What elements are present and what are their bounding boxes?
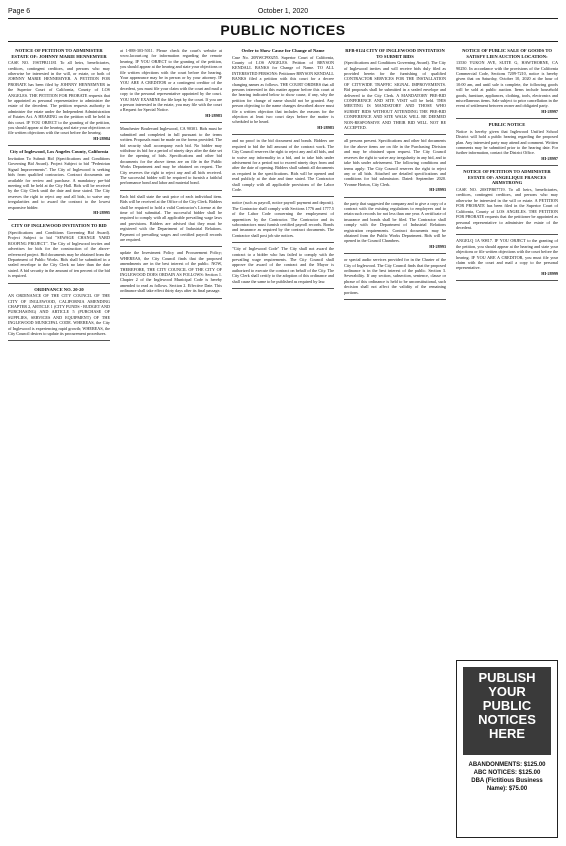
notice-body: "City of Inglewood Code" The City shall not award the contract to a bidder who has failed to comply with the prevailing wage requirements. The City Council shall approve the award of the contract and the Mayor is authorized to execute the contract on behalf of the City. The City Clerk shall certify to the adoption of this ordinance and shall cause the same to be published as required by law. bbox=[232, 246, 334, 284]
notice-body: all persons present. Specifications and other bid documents for the above items are on file in the Purchasing Division and may be obtained upon request. The City Council reserves the right to waive any irregularity in any bid, and to take bids under advisement. The following conditions and terms apply: The City Council reserves the right to reject any or all bids. Attached are detailed specifications and conditions for bid submission. Dated: September 2020. Yvonne Horton, City Clerk. bbox=[344, 138, 446, 187]
ad-rate-abandonments: ABANDONMENTS: $125.00 bbox=[468, 762, 546, 768]
legal-notice bbox=[344, 257, 446, 295]
legal-notice bbox=[344, 201, 446, 250]
notice-divider bbox=[232, 134, 334, 135]
notice-divider bbox=[8, 340, 110, 341]
notice-body: or special audio services provided for in the Charter of the City of Inglewood. The City Council finds that the proposed ordinance is in the best interest of the public. Section 3. Severability. If any section, subsection, sentence, clause or phrase of this ordinance is held to be unconstitutional, such decision shall not affect the validity of the remaining portions. bbox=[344, 257, 446, 295]
notice-divider bbox=[456, 234, 558, 235]
notice-heading: Order to Show Cause for Change of Name bbox=[241, 48, 325, 53]
legal-notice bbox=[8, 149, 110, 215]
legal-notice bbox=[8, 223, 110, 278]
notice-heading: NOTICE OF PUBLIC SALE OF GOODS TO SATISFY LIEN AUCTION LOCATION: bbox=[462, 48, 552, 59]
notice-body: AN ORDINANCE OF THE CITY COUNCIL OF THE CITY OF INGLEWOOD, CALIFORNIA AMENDING CHAPTER 2, ARTICLE 1 (CITY FUNDS - BUDGET AND PURCHASING) AND ARTICLE 5 (PURCHASE OF SUPPLIES, SERVICES AND EQUIPMENT) OF THE INGLEWOOD MUNICIPAL CODE. WHEREAS, the City of Inglewood is experiencing rapid growth; WHEREAS, the City Council desires to update its procurement procedures. bbox=[8, 293, 110, 337]
legal-notice bbox=[344, 138, 446, 192]
legal-notice bbox=[456, 169, 558, 230]
page-header bbox=[8, 6, 558, 18]
notice-body: at 1-888-303-5011. Please check the court's website at www.lacourt.org for information regarding the remote hearing. IF YOU OBJECT to the granting of the petition, you should appear at the hearing and state your objections or file written objections with the court before the hearing. Your appearance may be in person or by your attorney. IF YOU ARE A CREDITOR or a contingent creditor of the decedent, you must file your claim with the court and mail a copy to the personal representative appointed by the court. YOU MAY EXAMINE the file kept by the court. If you are a person interested in the estate, you may file with the court a Request for Special Notice. bbox=[120, 48, 222, 113]
notice-divider bbox=[120, 246, 222, 247]
legal-notice bbox=[456, 122, 558, 161]
legal-notice bbox=[8, 48, 110, 141]
notice-divider bbox=[8, 283, 110, 284]
notice-id: HI-28984 bbox=[93, 135, 110, 141]
legal-notice bbox=[120, 250, 222, 293]
issue-date: October 1, 2020 bbox=[257, 8, 309, 15]
legal-notice bbox=[232, 48, 334, 130]
notice-id: HI-28983 bbox=[317, 124, 334, 130]
notice-body: Case No. 20NWCP00255. Superior Court of California, County of LOS ANGELES. Petition of BRYSON KENDALL BANKS for Change of Name. TO ALL INTERESTED PERSONS: Petitioner BRYSON KENDALL BANKS filed a petition with this court for a decree changing names as follows. THE COURT ORDERS that all persons interested in this matter appear before this court at the hearing indicated below to show cause, if any, why the petition for change of name should not be granted. Any person objecting to the name changes described above must file a written objection that includes the reasons for the objection at least two court days before the matter is scheduled to be heard. bbox=[232, 54, 334, 125]
notice-body: update the Investment Policy and Procurement Policy; WHEREAS, the City Council finds that the proposed amendments are in the best interest of the public. NOW, THEREFORE, THE CITY COUNCIL OF THE CITY OF INGLEWOOD DOES ORDAIN AS FOLLOWS: Section 1. Chapter 2 of the Inglewood Municipal Code is hereby amended to read as follows. Section 2. Effective Date. This ordinance shall take effect thirty days after its final passage. bbox=[120, 250, 222, 294]
notice-heading: NOTICE OF PETITION TO ADMINISTER ESTATE OF: ANGELIQUE FRANCES ARMSTRONG bbox=[463, 169, 551, 186]
ad-headline: PUBLISH YOUR PUBLIC NOTICES HERE bbox=[463, 667, 551, 755]
notice-body: CASE NO. 19STPB11181 To all heirs, beneficiaries, creditors, contingent creditors, and persons who may otherwise be interested in the will, or estate, or both of JOHNNY MARIE HENNEMYER. A PETITION FOR PROBATE has been filed by JOHNNY HENNEMYER in the Superior Court of California, County of LOS ANGELES. THE PETITION FOR PROBATE requests that be appointed as personal representative to administer the estate of the decedent. The petition requests authority to administer the estate under the Independent Administration of Estates Act. A HEARING on the petition will be held in this court. IF YOU OBJECT to the granting of the petition, you should appear at the hearing and state your objections or file written objections with the court before the hearing. bbox=[8, 60, 110, 136]
notice-divider bbox=[232, 242, 334, 243]
notice-body: Manchester Boulevard Inglewood, CA 90301. Bids must be submitted and completed in full pursuant to the terms written. Proposals must be made on the forms provided. The bid security shall accompany each bid. No bidder may withdraw its bid for a period of ninety days after the date set for the opening of bids. Specifications and other bid documents for the above items are on file in the Public Works Department and may be obtained on request. The City reserves the right to reject any and all bids received. The successful bidder will be required to furnish a faithful performance bond and labor and material bond. bbox=[120, 126, 222, 186]
notice-divider bbox=[8, 145, 110, 146]
legal-notice bbox=[232, 200, 334, 238]
notice-body: Invitation To Submit Bid (Specifications and Conditions Governing Bid Award). Project Subject to bid "Pedestrian Signal Improvements". The City of Inglewood is seeking bids from qualified contractors. Contract documents are available for review and purchase. A mandatory pre-bid meeting will be held at the City Hall. Bids will be received by the City Clerk until the date and time stated. The City reserves the right to reject any and all bids, to waive any irregularities and to award the contract to the lowest responsive bidder. bbox=[8, 155, 110, 210]
notice-divider bbox=[344, 253, 446, 254]
legal-notice bbox=[120, 194, 222, 243]
legal-notice bbox=[344, 48, 446, 130]
notice-divider bbox=[232, 196, 334, 197]
notice-id: HI-28997 bbox=[541, 108, 558, 114]
page-number: Page 6 bbox=[8, 8, 31, 15]
ad-rate-abc: ABC NOTICES: $125.00 bbox=[473, 770, 541, 776]
notice-divider bbox=[456, 165, 558, 166]
legal-notice bbox=[456, 48, 558, 114]
ad-rates bbox=[461, 761, 553, 793]
notice-divider bbox=[456, 118, 558, 119]
notice-heading: ORDINANCE NO. 20-20 bbox=[34, 286, 84, 292]
notice-divider bbox=[344, 197, 446, 198]
notice-divider bbox=[120, 122, 222, 123]
notice-id: HI-28997 bbox=[541, 155, 558, 161]
notice-body: CASE NO. 20STPB07719. To all heirs, beneficiaries, creditors, contingent creditors, and persons who may otherwise be interested in the will or estate. A PETITION FOR PROBATE has been filed in the Superior Court of California, County of LOS ANGELES. THE PETITION FOR PROBATE requests that the petitioner be appointed as personal representative to administer the estate of the decedent. bbox=[456, 187, 558, 230]
column-1 bbox=[8, 48, 110, 840]
advertisement-box bbox=[456, 660, 558, 838]
notice-divider bbox=[456, 280, 558, 281]
legal-notice bbox=[232, 138, 334, 192]
notice-heading: City of Inglewood, Los Angeles County, California bbox=[9, 149, 109, 155]
notice-body: ANGELQ 1A 90817. IF YOU OBJECT to the granting of the petition, you should appear at the hearing and state your objections or file written objections with the court before the hearing. IF YOU ARE A CREDITOR, you must file your claim with the court and mail a copy to the personal representative. bbox=[456, 238, 558, 271]
notice-body: notice (such as payroll, notice payroll payment and deposit). The Contractor shall comply with Sections 1776 and 1777.5 of the Labor Code concerning the employment of apprentices by the Contractor. The Contractor and its subcontractors must furnish certified payroll records. Bonds and insurance as required by the contract documents. The Contractor shall post job site notices. bbox=[232, 200, 334, 238]
notice-body: (Specifications and Conditions Governing Award). The City of Inglewood invites and will receive bids duly filed as provided herein for the furnishing of qualified CONTRACTOR SERVICES FOR THE INSTALLATION OF CITYWIDE TRAFFIC SIGNAL IMPROVEMENTS. Bid proposals shall be submitted in a sealed envelope and delivered to the City Clerk. A MANDATORY PRE-BID CONFERENCE AND SITE VISIT will be held. THIS MEETING IS MANDATORY AND THOSE WHO SUBMIT BIDS WITHOUT ATTENDING THE PRE-BID CONFERENCE AND SITE WALK WILL BE DEEMED NON-RESPONSIVE AND THEIR BID WILL NOT BE ACCEPTED. bbox=[344, 60, 446, 131]
column-3 bbox=[232, 48, 334, 840]
notice-body: the party that suggested the company and to give a copy of a contract with the existing regulations to employees and to retain such records for not less than one year. A certificate of insurance and bonds shall be filed. The Contractor shall comply with the Department of Industrial Relations registration requirements. Contract documents may be obtained from the Public Works Department. Bids will be opened in the Council Chambers. bbox=[344, 200, 446, 244]
notice-body: Notice is hereby given that Inglewood Unified School District will hold a public hearing regarding the proposed plan. Any interested party may attend and comment. Written comments may be submitted prior to the hearing date. For further information, contact the District Office. bbox=[456, 128, 558, 156]
notice-body: Each bid shall state the unit price of each individual item. Bids will be received at the Office of the City Clerk. Bidders shall be required to hold a valid Contractor's License at the time of bid submittal. The successful bidder shall be required to comply with all applicable prevailing wage laws and provisions. Bidders are advised that they must be registered with the Department of Industrial Relations. Payment of prevailing wages and certified payroll records are required. bbox=[120, 193, 222, 242]
notice-heading: NOTICE OF PETITION TO ADMINISTER ESTATE OF: JOHNNY MARIE HENNEMYER bbox=[11, 48, 107, 59]
notice-id: HI-28999 bbox=[541, 270, 558, 276]
notice-body: (Specifications and Conditions Governing Bid Award). Project Subject to bid "SEWAGE CHANGE YARD ROOFING PROJECT". The City of Inglewood invites and advertises for bids for the construction of the above-referenced project. Bid documents may be obtained from the Department of Public Works. Bids shall be submitted in a sealed envelope to the City Clerk no later than the date stated. A bid security in the amount of ten percent of the bid is required. bbox=[8, 229, 110, 279]
notice-divider bbox=[120, 190, 222, 191]
notice-id: HI-28983 bbox=[205, 112, 222, 118]
notice-divider bbox=[120, 298, 222, 299]
legal-notice bbox=[120, 126, 222, 185]
section-title: PUBLIC NOTICES bbox=[8, 18, 558, 42]
legal-notice bbox=[456, 238, 558, 276]
notice-id: HI-28993 bbox=[429, 187, 446, 193]
notice-body: 13530 YUKON AVE, SUITE G, HAWTHORNE, CA 90250. In accordance with the provisions of the California Commercial Code, Sections 7209-7210, notice is hereby given that on Saturday, October 10, 2020 at the hour of 10:00 am, and until sale is complete, the following goods will be sold at public auction. Items include household goods, furniture, appliances, clothing, tools, electronics and miscellaneous items. Sale subject to prior cancellation in the event of settlement between owner and obligated party. bbox=[456, 60, 558, 109]
column-2 bbox=[120, 48, 222, 840]
ad-rate-dba: DBA (Fictitious Business Name): $75.00 bbox=[471, 778, 543, 792]
notice-divider bbox=[232, 288, 334, 289]
notice-heading: RFB-0124 CITY OF INGLEWOOD INVITATION TO SUBMIT BIDS bbox=[345, 48, 445, 59]
notice-heading: CITY OF INGLEWOOD INVITATION TO BID bbox=[11, 223, 107, 229]
notice-heading: PUBLIC NOTICE bbox=[488, 122, 526, 128]
legal-notice bbox=[232, 246, 334, 284]
notice-divider bbox=[8, 219, 110, 220]
notice-divider bbox=[344, 134, 446, 135]
notice-id: HI-28995 bbox=[93, 209, 110, 215]
legal-notice bbox=[8, 287, 110, 337]
notice-divider bbox=[344, 299, 446, 300]
column-4 bbox=[344, 48, 446, 840]
legal-notice bbox=[120, 48, 222, 118]
notice-body: and no proof in the bid document and bonds. Bidders are required to bid the full amount of the contract work. The City Council reserves the right to reject any and all bids, and to waive any informality in a bid, and to take bids under advisement for a period not to exceed ninety days from and after the date of opening. Bidders shall submit all documents as required in the specifications. Bids will be opened and read publicly at the date and time stated. The Contractor shall comply with all applicable provisions of the Labor Code. bbox=[232, 138, 334, 192]
notice-id: HI-28993 bbox=[429, 243, 446, 249]
